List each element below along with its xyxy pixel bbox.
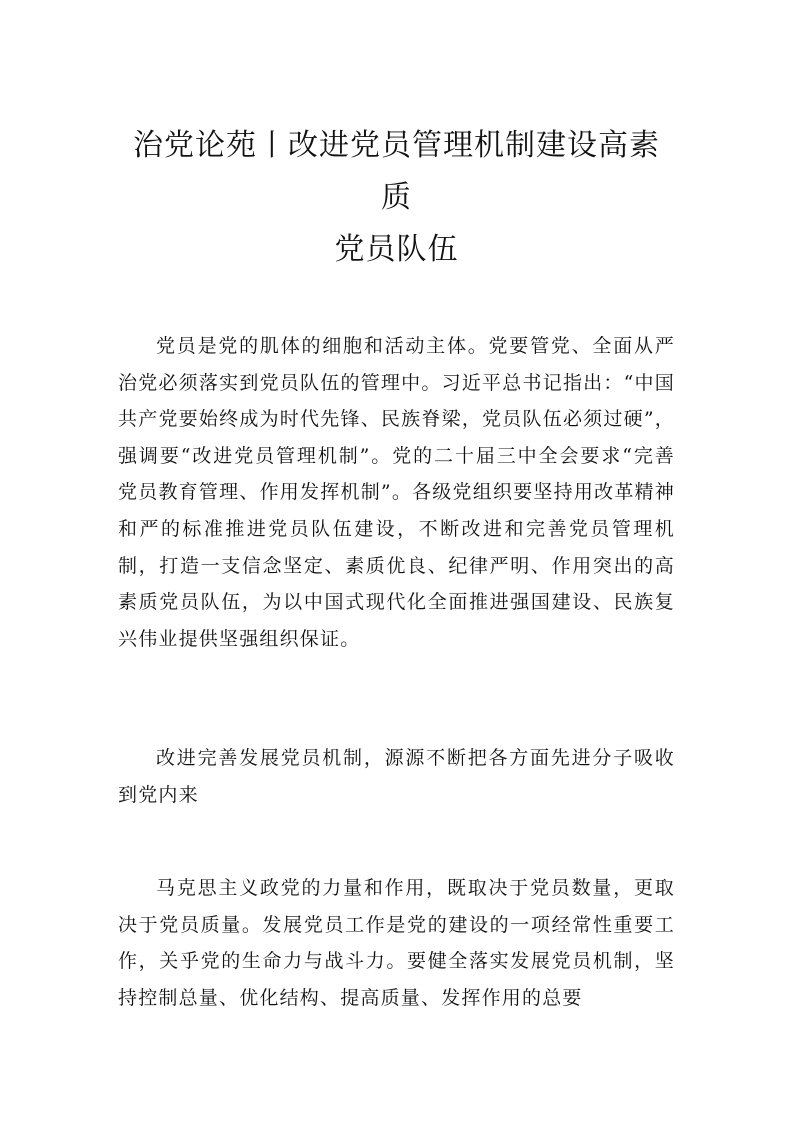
document-title bbox=[118, 120, 675, 276]
paragraph-development: 马克思主义政党的力量和作用，既取决于党员数量，更取决于党员质量。发展党员工作是党的建设的一项经常性重要工作，关乎党的生命力与战斗力。要健全落实发展党员机制，坚持控制总量、优化结构、提高质量、发挥作用的总要 bbox=[118, 877, 675, 1009]
title-line-1: 治党论苑丨改进党员管理机制建设高素质 bbox=[133, 128, 660, 215]
paragraph-intro: 党员是党的肌体的细胞和活动主体。党要管党、全面从严治党必须落实到党员队伍的管理中。习近平总书记指出：“中国共产党要始终成为时代先锋、民族脊梁，党员队伍必须过硬”，强调要“改进党员管理机制”。党的二十届三中全会要求“完善党员教育管理、作用发挥机制”。各级党组织要坚持用改革精神和严的标准推进党员队伍建设，不断改进和完善党员管理机制，打造一支信念坚定、素质优良、纪律严明、作用突出的高素质党员队伍，为以中国式现代化全面推进强国建设、民族复兴伟业提供坚强组织保证。 bbox=[118, 335, 675, 650]
section-heading-development: 改进完善发展党员机制，源源不断把各方面先进分子吸收到党内来 bbox=[118, 747, 675, 806]
title-line-2: 党员队伍 bbox=[334, 232, 459, 267]
